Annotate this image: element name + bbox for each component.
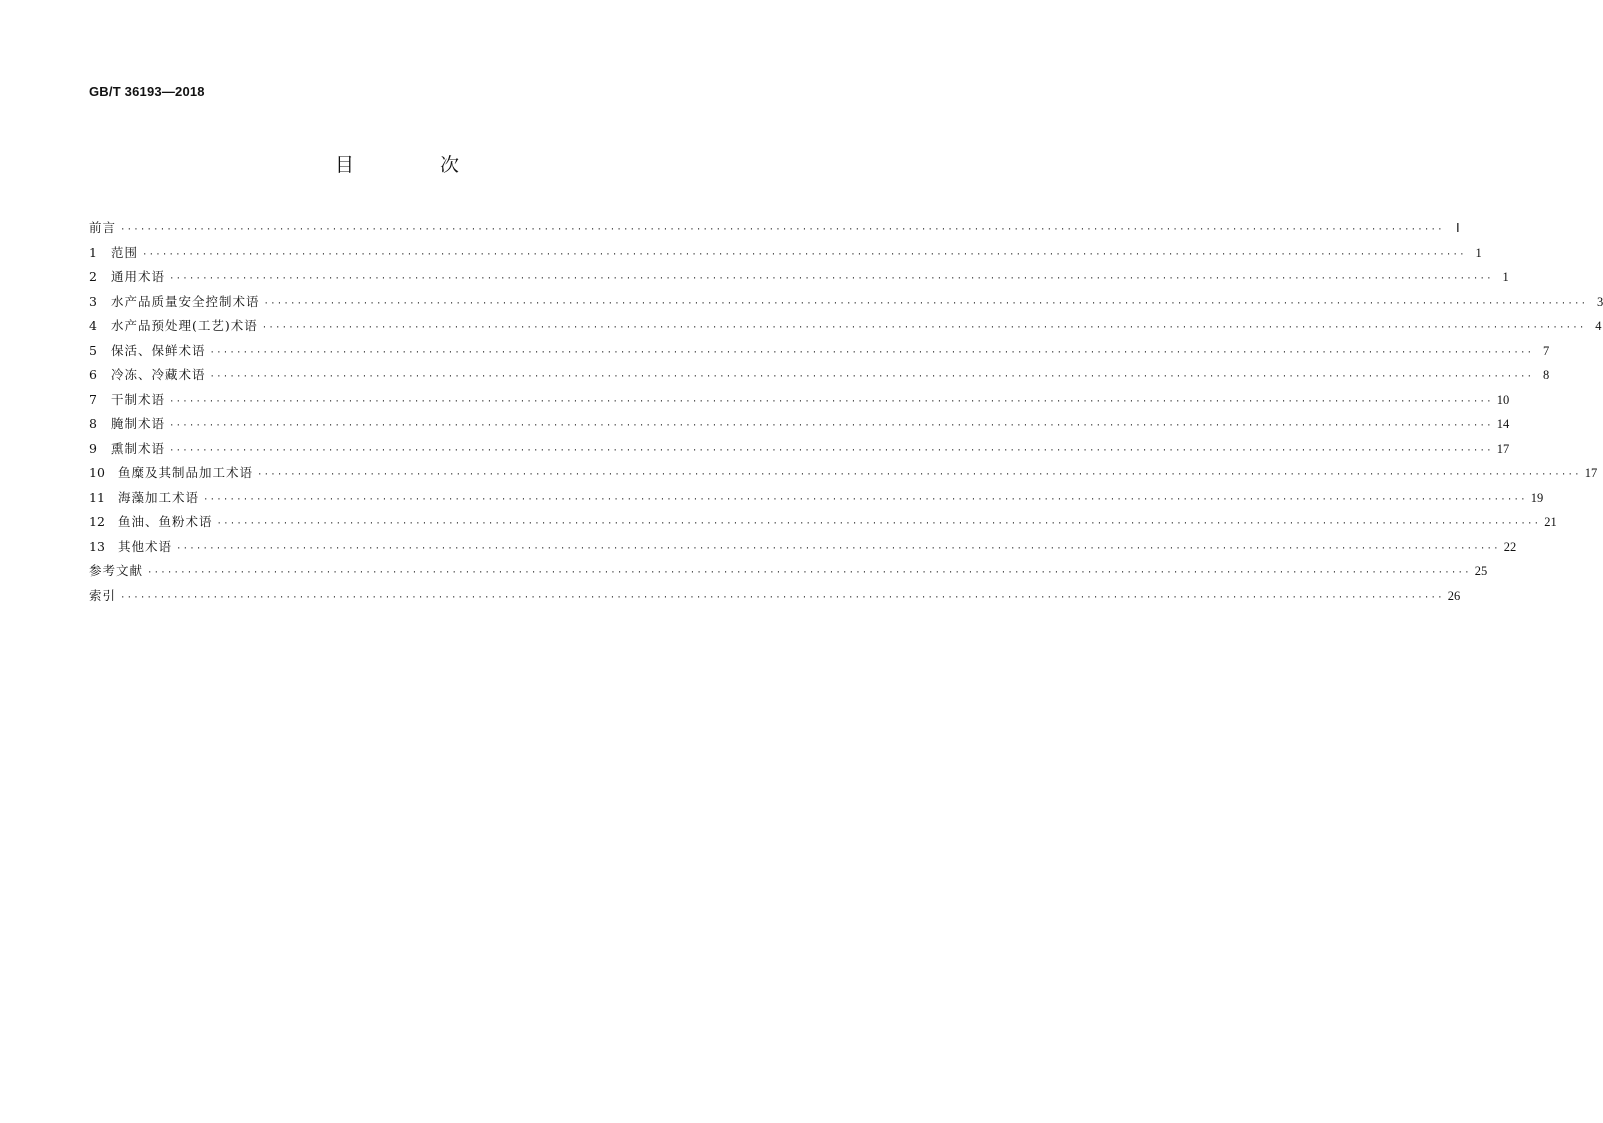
toc-entry-number: 3 xyxy=(89,293,97,309)
toc-entry-number: 6 xyxy=(89,367,97,382)
toc-entry[interactable] xyxy=(89,388,1510,413)
toc-entry-label: 其他术语 xyxy=(118,538,173,554)
toc-entry-page: 17 xyxy=(1496,441,1510,456)
toc-entry-number: 1 xyxy=(89,244,97,260)
toc-entry-page: 21 xyxy=(1544,515,1557,529)
toc-entry-label: 通用术语 xyxy=(111,269,166,284)
toc-entry[interactable] xyxy=(89,412,1510,437)
toc-entry-page: 10 xyxy=(1496,392,1510,407)
toc-entry-page: 8 xyxy=(1542,368,1550,382)
toc-entry-label: 参考文献 xyxy=(89,563,144,578)
toc-entry[interactable] xyxy=(89,363,1550,388)
toc-dot-leader: ········································································································································································································ xyxy=(261,323,1586,333)
toc-entry[interactable] xyxy=(89,314,1602,339)
toc-entry-page: 25 xyxy=(1474,564,1488,578)
toc-entry-page: Ⅰ xyxy=(1456,221,1460,235)
toc-entry-page: 19 xyxy=(1530,490,1544,505)
toc-entry-page: 14 xyxy=(1496,417,1510,431)
toc-entry-number: 8 xyxy=(89,416,97,431)
toc-entry-label: 鱼油、鱼粉术语 xyxy=(118,514,213,529)
toc-entry[interactable] xyxy=(89,241,1482,266)
toc-entry-page: 22 xyxy=(1503,539,1517,554)
toc-entry-number: 7 xyxy=(89,391,97,407)
toc-entry[interactable] xyxy=(89,339,1550,364)
toc-entry-label: 水产品预处理(工艺)术语 xyxy=(111,318,258,333)
toc-entry-number: 12 xyxy=(89,514,105,529)
toc-entry-label: 腌制术语 xyxy=(111,416,166,431)
toc-entry-number: 10 xyxy=(89,465,105,480)
toc-entry-label: 海藻加工术语 xyxy=(118,489,200,505)
toc-entry-label: 索引 xyxy=(89,587,117,603)
toc-entry-page: 1 xyxy=(1475,245,1482,260)
toc-entry-page: 7 xyxy=(1542,343,1550,358)
toc-entry[interactable] xyxy=(89,216,1460,241)
toc-dot-leader: ········································································································································································································ xyxy=(169,396,1493,407)
toc-entry-number: 2 xyxy=(89,269,97,284)
toc-entry[interactable] xyxy=(89,559,1488,584)
toc-dot-leader: ········································································································································································································ xyxy=(216,519,1541,529)
toc-entry-label: 冷冻、冷藏术语 xyxy=(111,367,206,382)
toc-dot-leader: ········································································································································································································ xyxy=(209,347,1534,358)
toc-dot-leader: ········································································································································································································ xyxy=(120,592,1444,603)
toc-entry-number: 13 xyxy=(89,538,105,554)
toc-dot-leader: ········································································································································································································ xyxy=(169,421,1493,431)
toc-entry-label: 水产品质量安全控制术语 xyxy=(111,293,260,309)
toc-entry-page: 26 xyxy=(1447,588,1461,603)
toc-dot-leader: ········································································································································································································ xyxy=(209,372,1534,382)
toc-entry[interactable] xyxy=(89,437,1510,462)
toc-entry-label: 熏制术语 xyxy=(111,440,166,456)
toc-entry-page: 1 xyxy=(1502,270,1509,284)
toc-entry[interactable] xyxy=(89,584,1461,609)
toc-entry-label: 前言 xyxy=(89,220,117,235)
toc-entry-number: 9 xyxy=(89,440,97,456)
toc-entry-number: 11 xyxy=(89,489,105,505)
toc-entry-label: 范围 xyxy=(111,244,139,260)
toc-entry-label: 保活、保鲜术语 xyxy=(111,342,206,358)
toc-entry-number: 5 xyxy=(89,342,97,358)
toc-entry[interactable] xyxy=(89,461,1598,486)
toc-dot-leader: ········································································································································································································ xyxy=(263,298,1588,309)
toc-dot-leader: ········································································································································································································ xyxy=(203,494,1527,505)
toc-entry-label: 干制术语 xyxy=(111,391,166,407)
toc-entry-label: 鱼糜及其制品加工术语 xyxy=(118,465,254,480)
toc-entry-page: 3 xyxy=(1596,294,1603,309)
toc-dot-leader: ········································································································································································································ xyxy=(169,274,1493,284)
toc-entry-number: 4 xyxy=(89,318,97,333)
toc-entry-page: 17 xyxy=(1584,466,1598,480)
standard-code: GB/T 36193—2018 xyxy=(89,84,205,99)
toc-dot-leader: ········································································································································································································ xyxy=(169,445,1493,456)
toc-dot-leader: ········································································································································································································ xyxy=(120,225,1444,235)
toc-entry[interactable] xyxy=(89,535,1517,560)
toc-entry[interactable] xyxy=(89,265,1509,290)
toc-entry[interactable] xyxy=(89,290,1603,315)
toc-entry[interactable] xyxy=(89,510,1557,535)
toc-dot-leader: ········································································································································································································ xyxy=(257,470,1581,480)
toc-entry[interactable] xyxy=(89,486,1544,511)
toc-dot-leader: ········································································································································································································ xyxy=(142,249,1466,260)
page-title: 目 次 xyxy=(334,154,500,176)
toc-dot-leader: ········································································································································································································ xyxy=(147,568,1471,578)
toc-entry-page: 4 xyxy=(1595,319,1602,333)
toc-dot-leader: ········································································································································································································ xyxy=(176,543,1500,554)
table-of-contents xyxy=(89,216,1603,608)
